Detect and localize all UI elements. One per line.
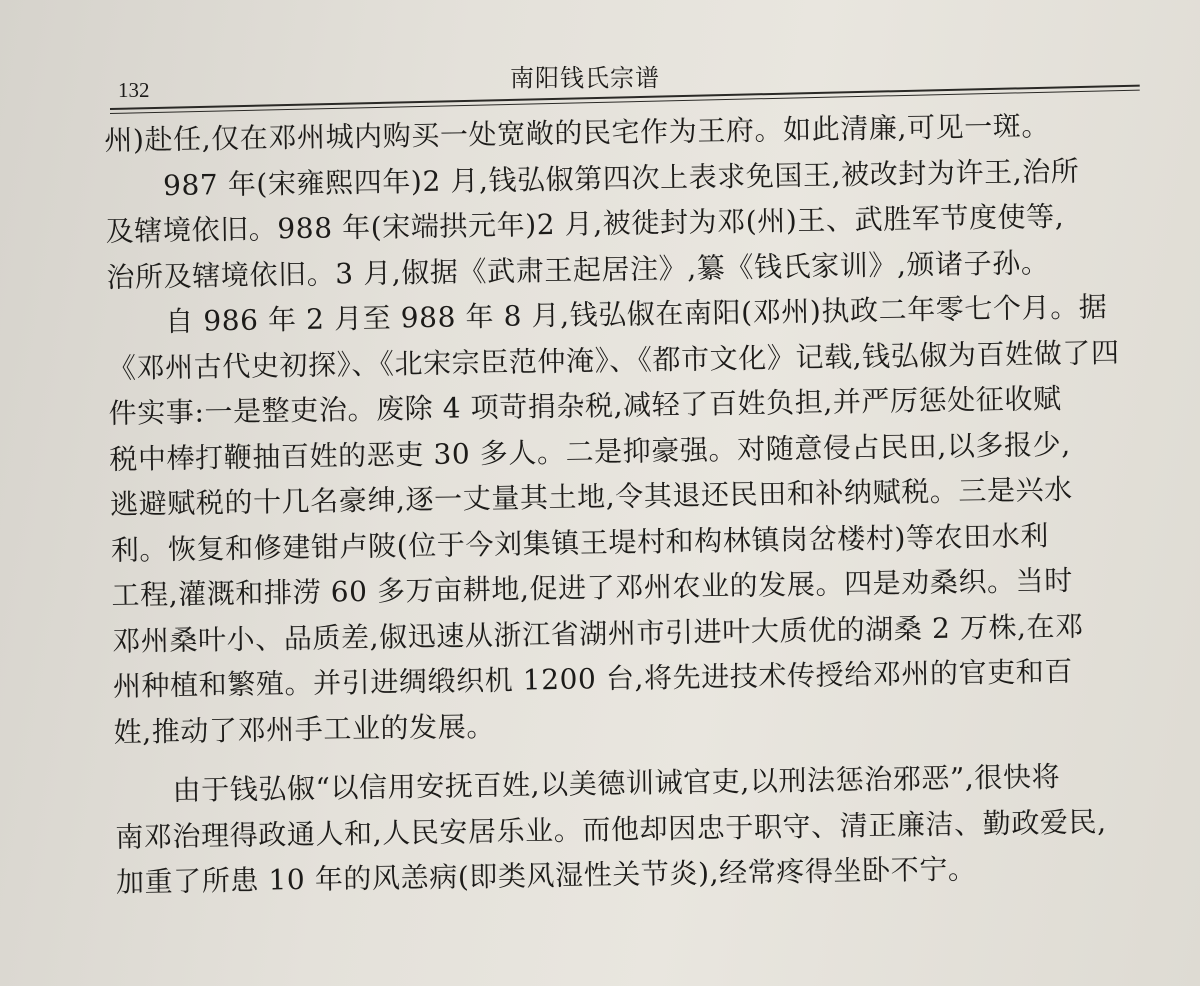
running-title: 南阳钱氏宗谱 [510,64,660,92]
text-line: 件实事:一是整吏治。废除 4 项苛捐杂税,减轻了百姓负担,并严厉惩处征收赋 [108,381,1062,430]
text-line: 邓州桑叶小、品质差,俶迅速从浙江省湖州市引进叶大质优的湖桑 2 万株,在邓 [111,609,1084,658]
paragraph-start: 987 年(宋雍熙四年)2 月,钱弘俶第四次上表求免国王,被改封为许王,治所 [162,154,1080,202]
text-line: 及辖境依旧。988 年(宋端拱元年)2 月,被徙封为邓(州)王、武胜军节度使等, [105,199,1065,248]
text-line: 税中棒打鞭抽百姓的恶吏 30 多人。二是抑豪强。对随意侵占民田,以多报少, [109,427,1071,476]
page-body [104,102,1156,906]
text-line: 利。恢复和修建钳卢陂(位于今刘集镇王堤村和构林镇岗岔楼村)等农田水利 [110,518,1050,567]
text-line: 南邓治理得政通人和,人民安居乐业。而他却因忠于职守、清正廉洁、勤政爱民, [115,804,1107,854]
paragraph-start: 由于钱弘俶“以信用安抚百姓,以美德训诫官吏,以刑法惩治邪恶”,很快将 [172,760,1061,808]
text-line: 逃避赋税的十几名豪绅,逐一丈量其土地,令其退还民田和补纳赋税。三是兴水 [109,472,1074,521]
page-number: 132 [118,78,150,102]
text-line: 《邓州古代史初探》、《北宋宗臣范仲淹》、《都市文化》记载,钱弘俶为百姓做了四 [107,335,1120,385]
text-line: 州种植和繁殖。并引进绸缎织机 1200 台,将先进技术传授给邓州的官吏和百 [112,654,1074,703]
text-line: 工程,灌溉和排涝 60 多万亩耕地,促进了邓州农业的发展。四是劝桑织。当时 [111,563,1074,612]
text-line: 加重了所患 10 年的风恙病(即类风湿性关节炎),经常疼得坐卧不宁。 [115,852,977,899]
text-line: 治所及辖境依旧。3 月,俶据《武肃王起居注》,纂《钱氏家训》,颁诸子孙。 [106,245,1050,294]
text-line: 州)赴任,仅在邓州城内购买一处宽敞的民宅作为王府。如此清廉,可见一斑。 [104,109,1051,157]
text-line: 姓,推动了邓州手工业的发展。 [113,709,496,749]
paragraph-start: 自 986 年 2 月至 988 年 8 月,钱弘俶在南阳(邓州)执政二年零七个月。据 [164,290,1108,339]
